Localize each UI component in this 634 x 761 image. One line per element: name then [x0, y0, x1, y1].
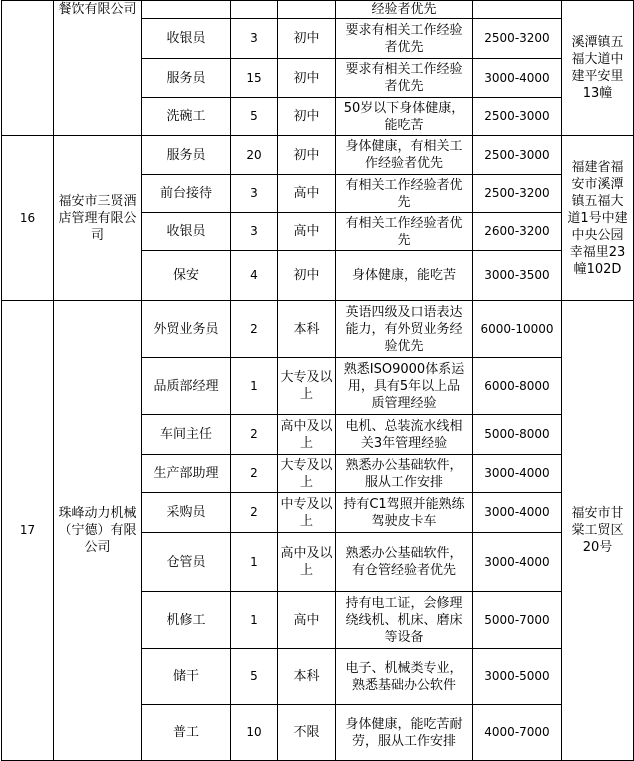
- salary-cell: 2500-3200: [473, 175, 562, 213]
- position-cell: 采购员: [142, 493, 231, 533]
- requirement-cell: 持有电工证，会修理绕线机、机床、磨床等设备: [336, 592, 473, 649]
- salary-cell: 5000-8000: [473, 415, 562, 455]
- position-cell: 收银员: [142, 19, 231, 59]
- address-cell: 溪潭镇五福大道中建平安里13幢: [562, 1, 634, 136]
- education-cell: 本科: [278, 301, 336, 358]
- table-row: [2, 136, 634, 175]
- position-cell: 仓管员: [142, 533, 231, 592]
- education-cell: 初中: [278, 19, 336, 59]
- salary-cell: 3000-4000: [473, 455, 562, 493]
- education-cell: 高中: [278, 175, 336, 213]
- requirement-cell: 经验者优先: [336, 1, 473, 19]
- count-cell: 1: [231, 358, 278, 415]
- requirement-cell: 电子、机械类专业，熟悉基础办公软件: [336, 649, 473, 705]
- salary-cell: 3000-4000: [473, 59, 562, 98]
- salary-cell: 5000-7000: [473, 592, 562, 649]
- index-cell: [2, 1, 54, 136]
- requirement-cell: 要求有相关工作经验者优先: [336, 59, 473, 98]
- address-cell: 福安市甘棠工贸区20号: [562, 301, 634, 761]
- requirement-cell: 英语四级及口语表达能力，有外贸业务经验优先: [336, 301, 473, 358]
- requirement-cell: 有相关工作经验者优先: [336, 213, 473, 251]
- count-cell: 2: [231, 455, 278, 493]
- count-cell: 1: [231, 533, 278, 592]
- requirement-cell: 50岁以下身体健康，能吃苦: [336, 98, 473, 136]
- education-cell: 本科: [278, 649, 336, 705]
- position-cell: 普工: [142, 705, 231, 761]
- address-cell: 福建省福安市溪潭镇五福大道1号中建中央公园幸福里23幢102D: [562, 136, 634, 301]
- count-cell: 10: [231, 705, 278, 761]
- count-cell: 2: [231, 301, 278, 358]
- requirement-cell: 身体健康，能吃苦耐劳，服从工作安排: [336, 705, 473, 761]
- salary-cell: 2600-3200: [473, 213, 562, 251]
- position-cell: 机修工: [142, 592, 231, 649]
- education-cell: 不限: [278, 705, 336, 761]
- education-cell: 中专及以上: [278, 493, 336, 533]
- count-cell: 15: [231, 59, 278, 98]
- position-cell: 洗碗工: [142, 98, 231, 136]
- education-cell: 大专及以上: [278, 455, 336, 493]
- company-name-cell: 福安市三贤酒店管理有限公司: [54, 136, 142, 301]
- position-cell: 外贸业务员: [142, 301, 231, 358]
- requirement-cell: 熟悉办公基础软件，有仓管经验者优先: [336, 533, 473, 592]
- count-cell: 3: [231, 175, 278, 213]
- count-cell: 3: [231, 213, 278, 251]
- salary-cell: 2500-3000: [473, 98, 562, 136]
- salary-cell: 6000-8000: [473, 358, 562, 415]
- count-cell: 4: [231, 251, 278, 301]
- salary-cell: 6000-10000: [473, 301, 562, 358]
- count-cell: 1: [231, 592, 278, 649]
- position-cell: 服务员: [142, 136, 231, 175]
- education-cell: 初中: [278, 251, 336, 301]
- recruitment-table: [1, 0, 634, 761]
- education-cell: 大专及以上: [278, 358, 336, 415]
- position-cell: 前台接待: [142, 175, 231, 213]
- position-cell: 收银员: [142, 213, 231, 251]
- salary-cell: 3000-5000: [473, 649, 562, 705]
- position-cell: 服务员: [142, 59, 231, 98]
- requirement-cell: 要求有相关工作经验者优先: [336, 19, 473, 59]
- education-cell: 初中: [278, 59, 336, 98]
- company-name-cell: 餐饮有限公司: [54, 1, 142, 136]
- count-cell: 2: [231, 493, 278, 533]
- salary-cell: 2500-3000: [473, 136, 562, 175]
- education-cell: 初中: [278, 136, 336, 175]
- index-cell: 17: [2, 301, 54, 761]
- position-cell: 保安: [142, 251, 231, 301]
- requirement-cell: 电机、总装流水线相关3年管理经验: [336, 415, 473, 455]
- position-cell: 生产部助理: [142, 455, 231, 493]
- salary-cell: 2500-3200: [473, 19, 562, 59]
- position-cell: 储干: [142, 649, 231, 705]
- count-cell: 2: [231, 415, 278, 455]
- count-cell: 5: [231, 649, 278, 705]
- salary-cell: 3000-4000: [473, 533, 562, 592]
- count-cell: 20: [231, 136, 278, 175]
- requirement-cell: 身体健康，有相关工作经验者优先: [336, 136, 473, 175]
- requirement-cell: 持有C1驾照并能熟练驾驶皮卡车: [336, 493, 473, 533]
- position-cell: 车间主任: [142, 415, 231, 455]
- company-name-cell: 珠峰动力机械（宁德）有限公司: [54, 301, 142, 761]
- education-cell: 高中: [278, 592, 336, 649]
- requirement-cell: 有相关工作经验者优先: [336, 175, 473, 213]
- requirement-cell: 熟悉ISO9000体系运用，具有5年以上品质管理经验: [336, 358, 473, 415]
- requirement-cell: 熟悉办公基础软件，服从工作安排: [336, 455, 473, 493]
- education-cell: 高中及以上: [278, 533, 336, 592]
- position-cell: 品质部经理: [142, 358, 231, 415]
- salary-cell: 4000-7000: [473, 705, 562, 761]
- index-cell: 16: [2, 136, 54, 301]
- salary-cell: 3000-4000: [473, 493, 562, 533]
- count-cell: 3: [231, 19, 278, 59]
- education-cell: 高中及以上: [278, 415, 336, 455]
- salary-cell: 3000-3500: [473, 251, 562, 301]
- education-cell: 初中: [278, 98, 336, 136]
- requirement-cell: 身体健康，能吃苦: [336, 251, 473, 301]
- table-row: [2, 1, 634, 19]
- education-cell: 高中: [278, 213, 336, 251]
- count-cell: 5: [231, 98, 278, 136]
- table-row: [2, 301, 634, 358]
